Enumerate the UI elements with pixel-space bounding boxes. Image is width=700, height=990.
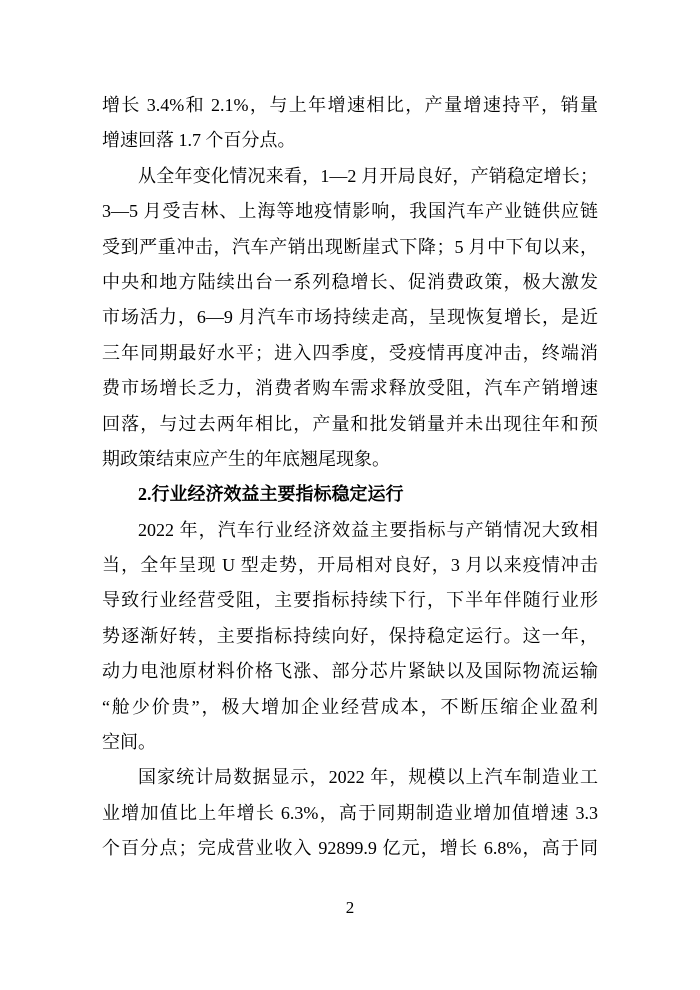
text-line: 回落，与过去两年相比，产量和批发销量并未出现往年和预 <box>102 413 598 434</box>
text-line: 市场活力，6—9 月汽车市场持续走高，呈现恢复增长，是近 <box>102 307 598 328</box>
text-line: 国家统计局数据显示，2022 年，规模以上汽车制造业工 <box>138 767 598 788</box>
text-line: 动力电池原材料价格飞涨、部分芯片紧缺以及国际物流运输 <box>102 661 598 682</box>
text-line: 导致行业经营受阻，主要指标持续下行，下半年伴随行业形 <box>102 590 598 611</box>
text-line: “舱少价贵”，极大增加企业经营成本，不断压缩企业盈利 <box>102 696 598 717</box>
section-heading: 2.行业经济效益主要指标稳定运行 <box>138 484 404 505</box>
text-line: 2022 年，汽车行业经济效益主要指标与产销情况大致相 <box>138 519 598 540</box>
text-line: 空间。 <box>102 732 156 753</box>
text-line: 从全年变化情况来看，1—2 月开局良好，产销稳定增长； <box>138 165 598 186</box>
document-body <box>102 88 598 867</box>
text-line: 受到严重冲击，汽车产销出现断崖式下降；5 月中下旬以来， <box>102 236 598 257</box>
text-line: 当，全年呈现 U 型走势，开局相对良好，3 月以来疫情冲击 <box>102 555 598 576</box>
text-line: 3—5 月受吉林、上海等地疫情影响，我国汽车产业链供应链 <box>102 201 598 222</box>
text-line: 三年同期最好水平；进入四季度，受疫情再度冲击，终端消 <box>102 342 598 363</box>
text-line: 个百分点；完成营业收入 92899.9 亿元，增长 6.8%，高于同 <box>102 838 598 859</box>
page-number: 2 <box>345 898 355 917</box>
text-line: 期政策结束应产生的年底翘尾现象。 <box>102 448 390 469</box>
text-line: 费市场增长乏力，消费者购车需求释放受阻，汽车产销增速 <box>102 378 598 399</box>
text-line: 中央和地方陆续出台一系列稳增长、促消费政策，极大激发 <box>102 271 598 292</box>
text-line: 业增加值比上年增长 6.3%，高于同期制造业增加值增速 3.3 <box>102 802 598 823</box>
text-line: 增速回落 1.7 个百分点。 <box>102 130 296 151</box>
text-line: 增长 3.4%和 2.1%，与上年增速相比，产量增速持平，销量 <box>102 95 598 115</box>
text-line: 势逐渐好转，主要指标持续向好，保持稳定运行。这一年， <box>102 625 598 646</box>
